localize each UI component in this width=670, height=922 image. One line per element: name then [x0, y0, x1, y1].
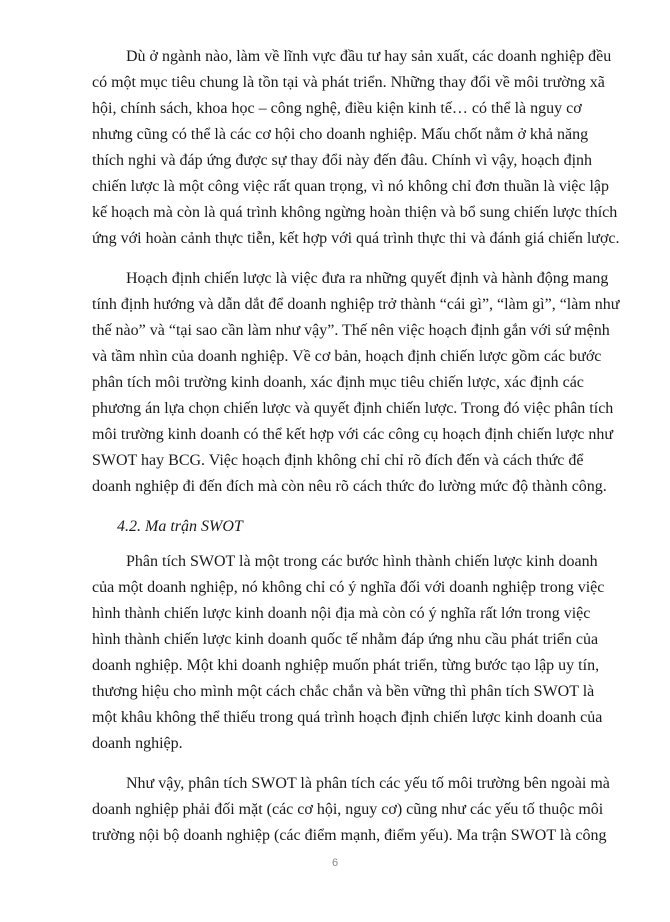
text-line: nhưng cũng có thể là các cơ hội cho doanh nghiệp. Mấu chốt nằm ở khả năng: [92, 126, 589, 143]
text-line: có một mục tiêu chung là tồn tại và phát triển. Những thay đổi về môi trường xã: [92, 74, 605, 91]
paragraph: [92, 771, 610, 849]
page-number: 6: [331, 857, 339, 869]
text-line: thích nghi và đáp ứng được sự thay đổi này đến đâu. Chính vì vậy, hoạch định: [92, 152, 593, 169]
text-line: phương án lựa chọn chiến lược và quyết định chiến lược. Trong đó việc phân tích: [92, 400, 614, 417]
text-line: SWOT hay BCG. Việc hoạch định không chỉ chỉ rõ đích đến và cách thức để: [92, 452, 584, 469]
text-line: Hoạch định chiến lược là việc đưa ra những quyết định và hành động mang: [126, 270, 609, 287]
text-line: Như vậy, phân tích SWOT là phân tích các yếu tố môi trường bên ngoài mà: [126, 775, 610, 792]
text-line: hình thành chiến lược kinh doanh quốc tế nhằm đáp ứng nhu cầu phát triển của: [92, 631, 599, 648]
document-page: [92, 44, 620, 863]
text-line: Dù ở ngành nào, làm về lĩnh vực đầu tư hay sản xuất, các doanh nghiệp đều: [126, 48, 612, 65]
text-line: Phân tích SWOT là một trong các bước hình thành chiến lược kinh doanh: [126, 553, 598, 570]
text-line: môi trường kinh doanh có thể kết hợp với các công cụ hoạch định chiến lược như: [92, 426, 614, 443]
text-line: một khâu không thể thiếu trong quá trình hoạch định chiến lược kinh doanh của: [92, 709, 603, 726]
text-line: trường nội bộ doanh nghiệp (các điểm mạnh, điểm yếu). Ma trận SWOT là công: [92, 827, 607, 844]
text-line: kế hoạch mà còn là quá trình không ngừng hoàn thiện và bổ sung chiến lược thích: [92, 204, 618, 221]
paragraph: [92, 266, 620, 500]
text-line: doanh nghiệp. Một khi doanh nghiệp muốn phát triển, từng bước tạo lập uy tín,: [92, 657, 600, 674]
text-line: hội, chính sách, khoa học – công nghệ, điều kiện kinh tế… có thể là nguy cơ: [92, 100, 582, 117]
text-line: phân tích môi trường kinh doanh, xác định mục tiêu chiến lược, xác định các: [92, 374, 584, 391]
text-line: thương hiệu cho mình một cách chắc chắn và bền vững thì phân tích SWOT là: [92, 683, 595, 700]
paragraph: [92, 44, 620, 252]
text-line: tính định hướng và dẫn dắt để doanh nghiệp trở thành “cái gì”, “làm gì”, “làm như: [92, 296, 620, 313]
text-line: doanh nghiệp đi đến đích mà còn nêu rõ cách thức đo lường mức độ thành công.: [92, 478, 607, 495]
text-line: thế nào” và “tại sao cần làm như vậy”. Thế nên việc hoạch định gắn với sứ mệnh: [92, 322, 610, 339]
text-line: của một doanh nghiệp, nó không chỉ có ý nghĩa đối với doanh nghiệp trong việc: [92, 579, 605, 596]
text-line: doanh nghiệp.: [92, 735, 183, 752]
text-line: doanh nghiệp phải đối mặt (các cơ hội, nguy cơ) cũng như các yếu tố thuộc môi: [92, 801, 604, 818]
text-line: và tầm nhìn của doanh nghiệp. Về cơ bản, hoạch định chiến lược gồm các bước: [92, 348, 602, 365]
paragraph: [92, 549, 605, 757]
text-line: chiến lược là một công việc rất quan trọng, vì nó không chỉ đơn thuần là việc lập: [92, 178, 610, 195]
section-heading: 4.2. Ma trận SWOT: [117, 518, 243, 535]
text-line: hình thành chiến lược kinh doanh nội địa mà còn có ý nghĩa rất lớn trong việc: [92, 605, 591, 622]
text-line: ứng với hoàn cảnh thực tiễn, kết hợp với quá trình thực thi và đánh giá chiến lược.: [92, 230, 620, 247]
